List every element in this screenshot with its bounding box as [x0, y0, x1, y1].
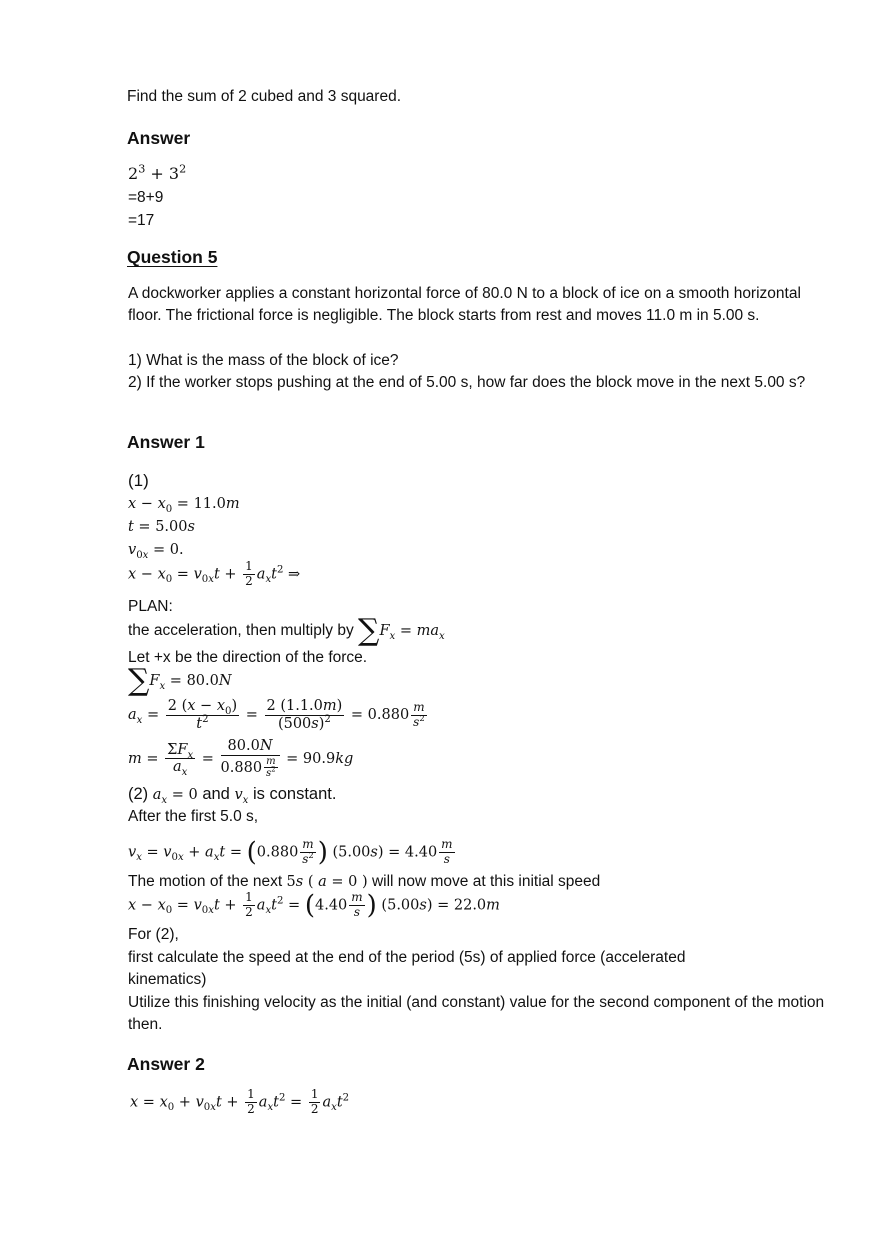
plan-label: PLAN: — [128, 598, 173, 615]
answer-line-2: =8+9 — [128, 189, 164, 206]
acceleration-sentence-text: the acceleration, then multiply by — [128, 622, 354, 639]
answer-2-heading: Answer 2 — [127, 1054, 205, 1074]
for-part-2: For (2), — [128, 926, 179, 943]
part-2-and: and — [202, 785, 230, 803]
after-first-seconds: After the first 5.0 s, — [128, 808, 259, 825]
sum-force-formula: $\sum F_x = ma_x$ — [358, 613, 445, 648]
utilize-text: Utilize this finishing velocity as the initial (and constant) value for the second component of the motion then. — [128, 994, 825, 1033]
question-5-text: A dockworker applies a constant horizontal force of 80.0 N to a block of ice on a smooth horizontal floor. The frictional force is negligible. The block starts from rest and moves 11.0 m in 5.00 s. — [128, 285, 801, 324]
equation-final-velocity: $v_x = v_{0x} + a_xt = (0.880$ $\frac{m}{s^2}$ ) (5.00s) = 4.40 $\frac{m}{s}$ — [128, 837, 453, 868]
equation-time: t = 5.00s — [128, 519, 195, 535]
equation-initial-velocity: $v_{0x} = 0$. — [128, 542, 184, 561]
question-5-heading: Question 5 — [127, 247, 218, 267]
equation-acceleration: $a_x$ = $\frac{2 (x - x_0)}{t^2}$ = $\frac{2 (1.1.0m)}{(500s)^2}$ = 0.880 $\frac{m}{s^2}$ — [128, 698, 425, 732]
motion-sentence: The motion of the next 5s ( a = 0 ) will now move at this initial speed — [128, 873, 601, 890]
part-2-constant: is constant. — [252, 785, 337, 803]
equation-mass: m = $\frac{\Sigma F_x}{a_x}$ = 80.0N 0.880 $\frac{m}{s^2}$ = 90.9kg — [128, 738, 354, 780]
equation-position: $x = x_0 + v_{0x}t$ + $\frac{1}{2}$ $a_xt^2$ = $\frac{1}{2}$ $a_xt^2$ — [130, 1087, 350, 1116]
first-calculate-text: first calculate the speed at the end of the period (5s) of applied force (accelerated kinematics) — [128, 949, 686, 988]
motion-sentence-suffix: will now move at this initial speed — [371, 873, 601, 890]
answer-1-heading: Answer 1 — [127, 432, 205, 452]
acceleration-sentence — [128, 613, 445, 648]
question-5-part-1: 1) What is the mass of the block of ice? — [128, 352, 399, 369]
equation-net-force: $\sum F_x = 80.0N$ — [128, 663, 232, 698]
answer-heading: Answer — [127, 128, 191, 148]
motion-sentence-text: The motion of the next — [128, 873, 283, 890]
direction-sentence: Let +x be the direction of the force. — [128, 649, 368, 666]
equation-kinematics: $x - x_0 = v_{0x}t$ + $\frac{1}{2}$ $a_xt^2$ ⇒ — [128, 559, 301, 588]
answer-line-3: =17 — [128, 212, 155, 229]
answer-expression: $2^3 + 3^2$ — [128, 162, 187, 183]
part-1-label: (1) — [128, 471, 149, 490]
equation-second-displacement: $x - x_0 = v_{0x}t$ + $\frac{1}{2}$ $a_xt^2 = (4.40$ $\frac{m}{s}$ ) (5.00s) = 22.0m — [128, 890, 500, 921]
equation-displacement: $x - x_0 = 11.0m$ — [128, 496, 240, 515]
part-2-statement: (2) $a_x = 0$ and $v_x$ is constant. — [128, 785, 337, 806]
part-2-label: (2) — [128, 785, 149, 803]
question-5-part-2: 2) If the worker stops pushing at the end of 5.00 s, how far does the block move in the next 5.00 s? — [128, 374, 806, 391]
intro-question: Find the sum of 2 cubed and 3 squared. — [127, 88, 402, 105]
